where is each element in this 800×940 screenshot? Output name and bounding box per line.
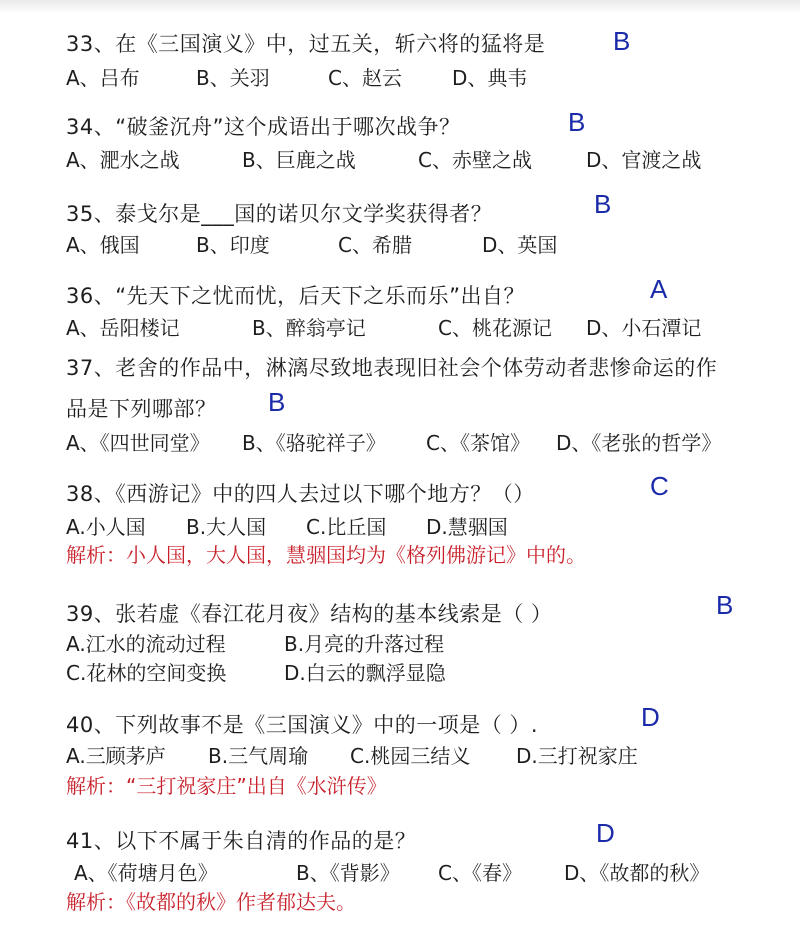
question-41-explanation: 解析：《故都的秋》作者郁达夫。: [66, 890, 356, 914]
option-a: A、俄国: [66, 233, 140, 257]
option-a: A、《四世同堂》: [66, 431, 210, 455]
option-b: B、醉翁亭记: [252, 316, 366, 340]
question-34-answer: B: [568, 107, 586, 137]
option-a: A、《荷塘月色》: [74, 861, 218, 885]
option-b: B.月亮的升落过程: [284, 632, 445, 656]
option-d: D、典韦: [452, 66, 528, 90]
option-b: B.三气周瑜: [208, 744, 309, 768]
option-c: C、《茶馆》: [426, 431, 530, 455]
option-a: A、岳阳楼记: [66, 316, 180, 340]
option-a: A、淝水之战: [66, 148, 180, 172]
question-33-answer: B: [613, 26, 631, 56]
option-c: C.桃园三结义: [350, 744, 471, 768]
option-a: A.江水的流动过程: [66, 632, 226, 656]
question-38-stem: 38、《西游记》中的四人去过以下哪个地方？（）: [66, 482, 535, 506]
option-c: C.比丘国: [306, 515, 387, 539]
question-37-stem-line-2: 品是下列哪部？: [66, 397, 217, 421]
question-37-stem-line-1: 37、老舍的作品中，淋漓尽致地表现旧社会个体劳动者悲惨命运的作: [66, 356, 718, 380]
option-c: C、希腊: [338, 233, 412, 257]
option-c: C、赵云: [328, 66, 402, 90]
option-b: B、印度: [196, 233, 270, 257]
option-b: B、《骆驼祥子》: [242, 431, 386, 455]
question-41-stem: 41、以下不属于朱自清的作品的是？: [66, 829, 417, 853]
option-c: C、赤壁之战: [418, 148, 532, 172]
option-b: B.大人国: [186, 515, 267, 539]
option-b: B、巨鹿之战: [242, 148, 356, 172]
question-39-answer: B: [716, 590, 734, 620]
question-37-answer: B: [268, 387, 286, 417]
top-edge-shadow: [0, 0, 800, 14]
option-d: D、《故都的秋》: [564, 861, 710, 885]
option-d: D、英国: [482, 233, 558, 257]
option-d: D、官渡之战: [586, 148, 702, 172]
question-38-answer: C: [650, 471, 669, 501]
question-40-explanation: 解析：“三打祝家庄”出自《水浒传》: [66, 774, 387, 798]
option-a: A.小人国: [66, 515, 146, 539]
question-36-stem: 36、“先天下之忧而忧，后天下之乐而乐”出自？: [66, 284, 525, 308]
option-c: C.花林的空间变换: [66, 661, 227, 685]
question-34-stem: 34、“破釜沉舟”这个成语出于哪次战争？: [66, 115, 461, 139]
question-35-answer: B: [594, 189, 612, 219]
question-38-explanation: 解析：小人国，大人国，慧骃国均为《格列佛游记》中的。: [66, 543, 586, 567]
option-d: D.慧骃国: [426, 515, 508, 539]
option-d: D、《老张的哲学》: [556, 431, 722, 455]
question-41-answer: D: [596, 818, 615, 848]
option-a: A.三顾茅庐: [66, 744, 166, 768]
option-b: B、关羽: [196, 66, 270, 90]
option-c: C、《春》: [438, 861, 522, 885]
question-40-answer: D: [641, 702, 660, 732]
question-35-stem: 35、泰戈尔是___国的诺贝尔文学奖获得者？: [66, 202, 493, 226]
option-d: D.白云的飘浮显隐: [284, 661, 446, 685]
question-36-answer: A: [650, 274, 668, 304]
question-33-stem: 33、在《三国演义》中，过五关，斩六将的猛将是: [66, 32, 546, 56]
option-b: B、《背影》: [296, 861, 400, 885]
option-d: D.三打祝家庄: [516, 744, 638, 768]
option-a: A、吕布: [66, 66, 140, 90]
option-c: C、桃花源记: [438, 316, 552, 340]
question-39-stem: 39、张若虚《春江花月夜》结构的基本线索是（ ）: [66, 602, 553, 626]
question-40-stem: 40、下列故事不是《三国演义》中的一项是（ ）.: [66, 713, 539, 737]
option-d: D、小石潭记: [586, 316, 702, 340]
